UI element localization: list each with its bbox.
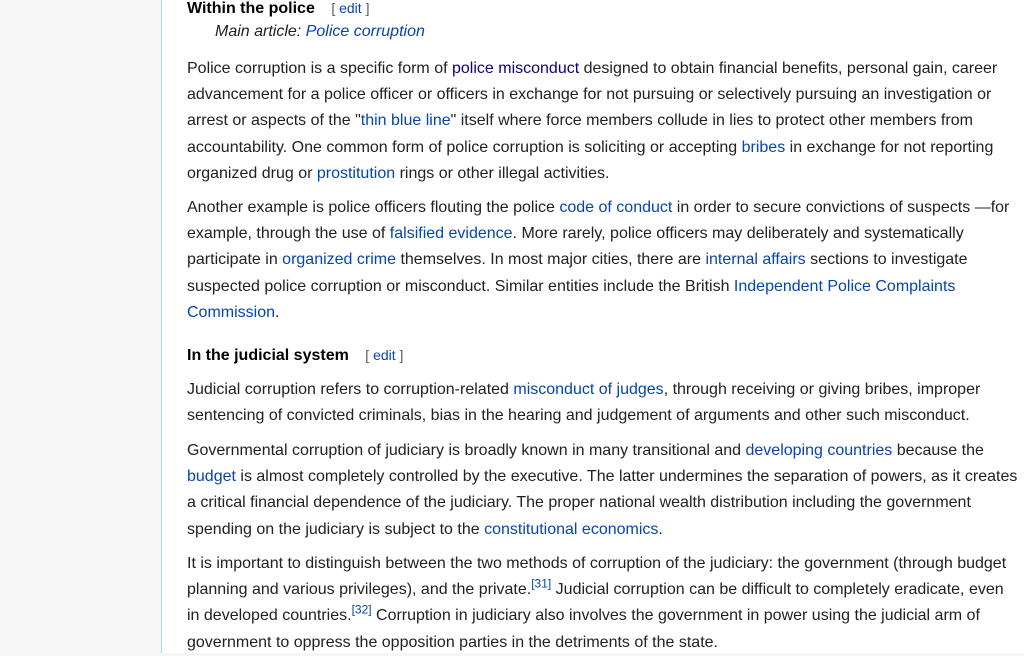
section-heading-police — [187, 0, 369, 19]
link-police-misconduct[interactable]: police misconduct — [452, 60, 580, 77]
link-ipcc[interactable]: Independent Police Complaints Commission — [187, 277, 956, 321]
link-constitutional-economics[interactable]: constitutional economics — [484, 520, 659, 538]
link-internal-affairs[interactable]: internal affairs — [705, 251, 806, 269]
link-falsified-evidence[interactable]: falsified evidence — [389, 225, 513, 243]
hatnote-main-article: Main article: Police corruption — [215, 23, 425, 40]
paragraph-police-1: Police corruption is a specific form of police misconduct designed to obtain financial benefits, personal gain, career advancement for a police officer or officers in exchange for not pursuing or selectively pursuing an investigation or arrest or aspects of the "thin blue line" itself where force members collude in lies to protect other members from accountability. One common form of police corruption is soliciting or accepting bribes in exchange for not reporting organized drug or prostitution rings or other illegal activities. — [187, 60, 998, 182]
paragraph-judicial-2: Governmental corruption of judiciary is broadly known in many transitional and developing countries because the budget is almost completely controlled by the executive. The latter undermines the separation of powers, as it creates a critical financial dependence of the judiciary. The proper national wealth distribution including the government spending on the judiciary is subject to the constitutional economics. — [187, 442, 1018, 538]
heading-text: In the judicial system — [187, 347, 349, 364]
section-heading-judicial — [187, 345, 403, 366]
article-content — [161, 0, 1024, 653]
link-code-of-conduct[interactable]: code of conduct — [559, 199, 673, 216]
paragraph-police-2: Another example is police officers flouting the police code of conduct in order to secure convictions of suspects —for example, through the use of falsified evidence. More rarely, police officers may deliberately and systematically participate in organized crime themselves. In most major cities, there are internal affairs sections to investigate suspected police corruption or misconduct. Similar entities include the British Independent Police Complaints Commission. — [187, 199, 1010, 321]
edit-link-judicial[interactable]: edit — [373, 347, 396, 363]
link-budget[interactable]: budget — [187, 468, 236, 486]
edit-section: [ edit ] — [331, 0, 370, 16]
edit-link-police[interactable]: edit — [339, 0, 362, 16]
left-sidebar — [0, 0, 161, 653]
reference-31[interactable]: [31] — [531, 576, 552, 591]
link-thin-blue-line[interactable]: thin blue line — [360, 112, 451, 130]
link-organized-crime[interactable]: organized crime — [282, 251, 396, 269]
link-misconduct-of-judges[interactable]: misconduct of judges — [513, 381, 664, 398]
link-prostitution[interactable]: prostitution — [316, 164, 396, 182]
heading-text: Within the police — [187, 0, 315, 17]
paragraph-judicial-1: Judicial corruption refers to corruption-related misconduct of judges, through receiving or giving bribes, improper sentencing of convicted criminals, bias in the hearing and judgement of arguments and other such misconduct. — [187, 381, 981, 425]
link-developing-countries[interactable]: developing countries — [745, 442, 893, 459]
paragraph-judicial-3: It is important to distinguish between the two methods of corruption of the judiciary: the government (through budget planning and various privileges), and the private.[31] Judicial corruption can be difficult to completely eradicate, even in developed countries.[32] Corruption in judiciary also involves the government in power using the judicial arm of government to oppress the opposition parties in the detriments of the state. — [187, 555, 1007, 651]
link-police-corruption[interactable]: Police corruption — [305, 23, 425, 40]
edit-section: [ edit ] — [365, 347, 404, 363]
reference-32[interactable]: [32] — [351, 603, 372, 618]
link-bribes[interactable]: bribes — [741, 138, 786, 156]
